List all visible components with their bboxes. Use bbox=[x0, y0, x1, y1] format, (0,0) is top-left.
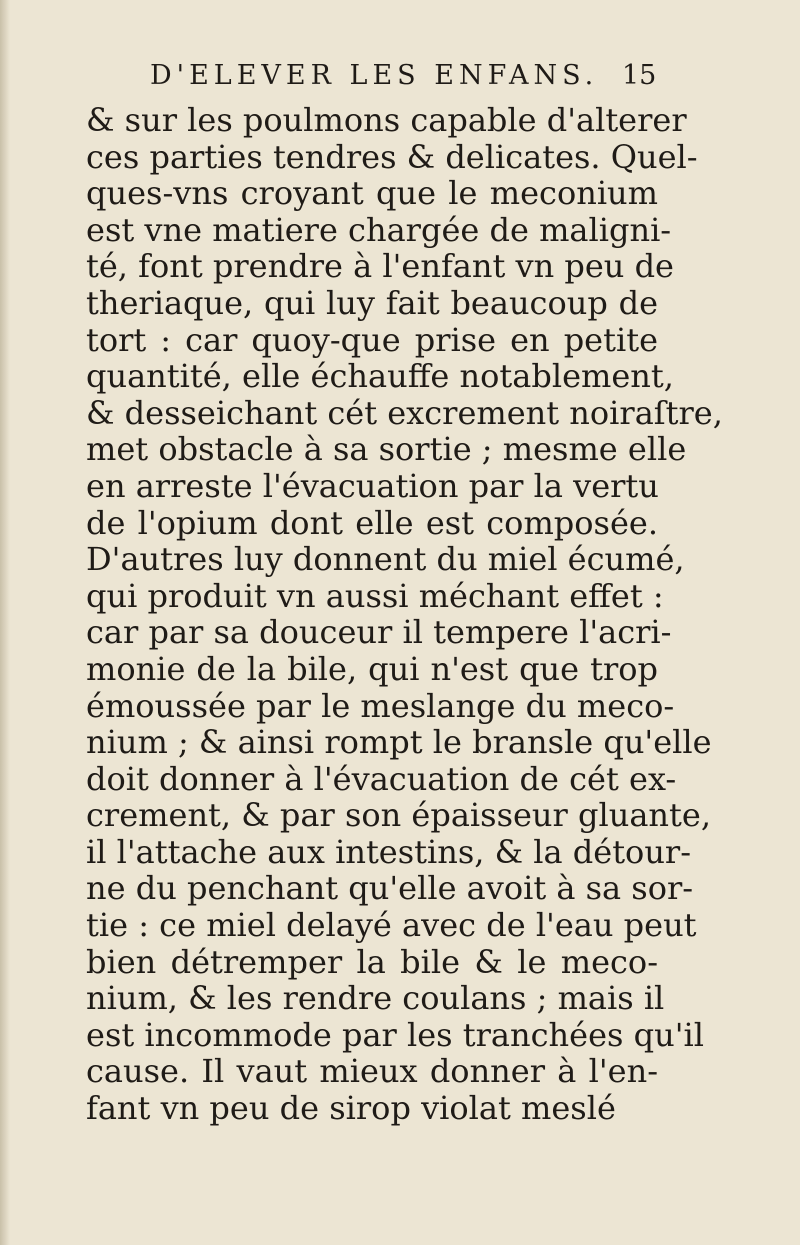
text-line: ces parties tendres & delicates. Quel- bbox=[86, 137, 698, 176]
text-line: ques-vns croyant que le meconium bbox=[86, 174, 658, 213]
text-line: tort : car quoy-que prise en petite bbox=[86, 320, 658, 359]
text-line: est vne matiere chargée de maligni- bbox=[86, 210, 672, 249]
text-line: qui produit vn aussi méchant effet : bbox=[86, 576, 664, 615]
text-line: crement, & par son épaisseur gluante, bbox=[86, 796, 711, 835]
page-number: 15 bbox=[622, 60, 657, 91]
running-head: D'ELEVER LES ENFANS. bbox=[150, 60, 599, 91]
text-line: doit donner à l'évacuation de cét ex- bbox=[86, 759, 677, 798]
page-header bbox=[0, 60, 800, 100]
text-line: nium, & les rendre coulans ; mais il bbox=[86, 979, 665, 1018]
text-line: car par sa douceur il tempere l'acri- bbox=[86, 613, 672, 652]
text-line: ne du penchant qu'elle avoit à sa sor- bbox=[86, 869, 694, 908]
text-line: theriaque, qui luy fait beaucoup de bbox=[86, 283, 658, 322]
text-line: bien détremper la bile & le meco- bbox=[86, 942, 658, 981]
text-line: monie de la bile, qui n'est que trop bbox=[86, 649, 658, 688]
text-line: D'autres luy donnent du miel écumé, bbox=[86, 540, 685, 579]
text-line: & desseichant cét excrement noiraſtre, bbox=[86, 393, 723, 432]
body-text bbox=[86, 101, 723, 1128]
text-line: il l'attache aux intestins, & la détour- bbox=[86, 832, 692, 871]
text-line: en arreste l'évacuation par la vertu bbox=[86, 466, 659, 505]
text-line: de l'opium dont elle est composée. bbox=[86, 503, 658, 542]
text-line: quantité, elle échauffe notablement, bbox=[86, 357, 674, 396]
page-gutter-shadow bbox=[0, 0, 10, 1245]
text-line: & sur les poulmons capable d'alterer bbox=[86, 101, 687, 139]
text-line: cause. Il vaut mieux donner à l'en- bbox=[86, 1052, 658, 1091]
text-line: té, font prendre à l'enfant vn peu de bbox=[86, 247, 674, 286]
text-line: nium ; & ainsi rompt le bransle qu'elle bbox=[86, 723, 712, 762]
text-line: fant vn peu de sirop violat meslé bbox=[86, 1089, 616, 1128]
text-line: est incommode par les tranchées qu'il bbox=[86, 1015, 704, 1054]
text-line: émoussée par le meslange du meco- bbox=[86, 686, 675, 725]
text-line: met obstacle à sa sortie ; mesme elle bbox=[86, 430, 687, 469]
text-line: tie : ce miel delayé avec de l'eau peut bbox=[86, 906, 697, 945]
